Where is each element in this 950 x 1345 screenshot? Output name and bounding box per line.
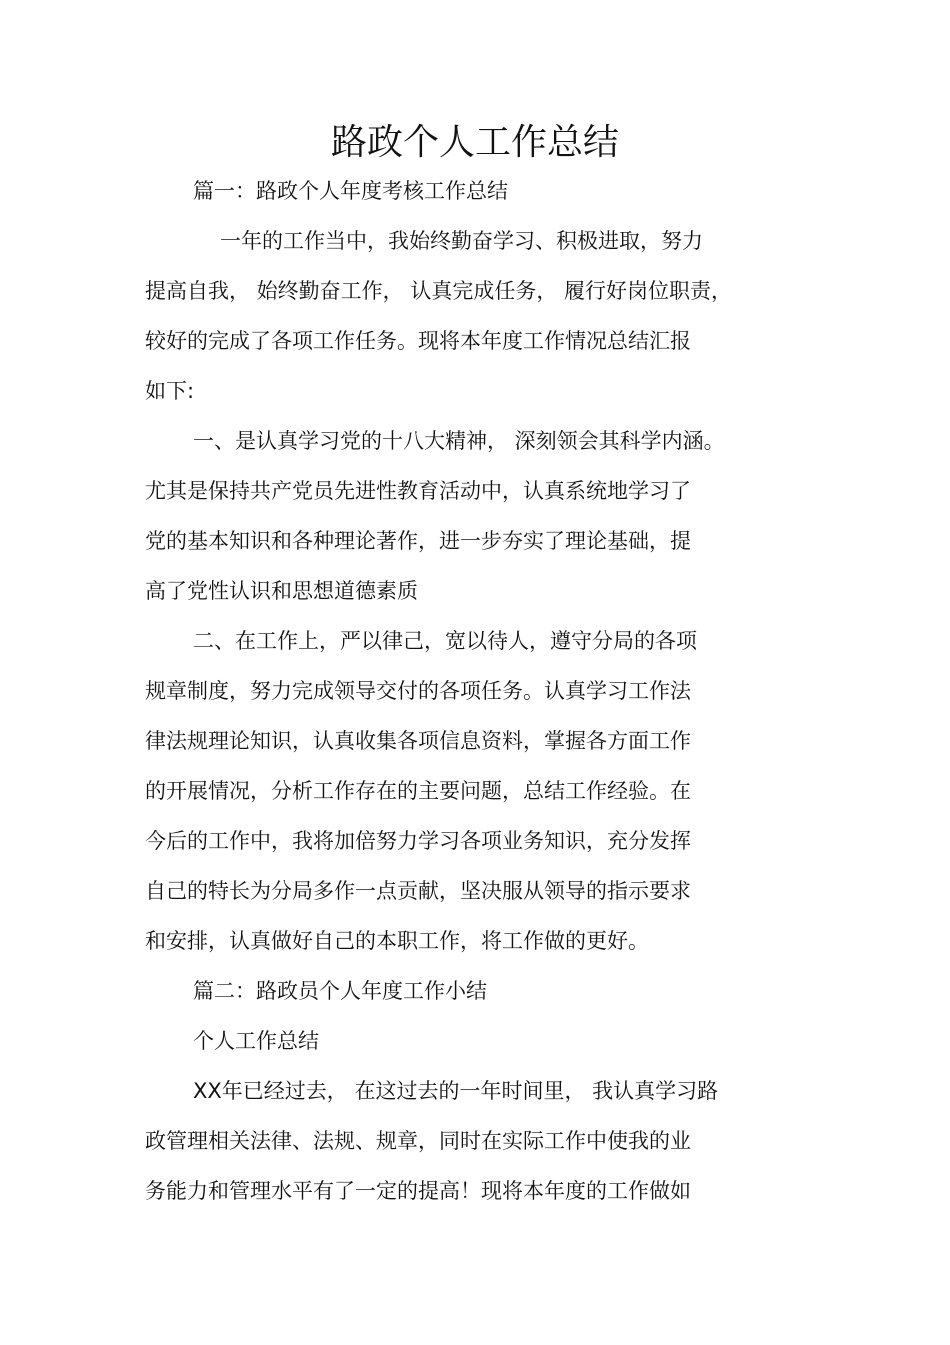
paragraph-line: XX年已经过去， 在这过去的一年时间里， 我认真学习路 bbox=[193, 1079, 719, 1103]
paragraph-line: 党的基本知识和各种理论著作，进一步夯实了理论基础，提 bbox=[145, 529, 691, 553]
paragraph-line: 今后的工作中，我将加倍努力学习各项业务知识，充分发挥 bbox=[145, 829, 691, 853]
paragraph-line: 政管理相关法律、法规、规章，同时在实际工作中使我的业 bbox=[145, 1129, 691, 1153]
paragraph-line: 规章制度，努力完成领导交付的各项任务。认真学习工作法 bbox=[145, 679, 691, 703]
subheading: 个人工作总结 bbox=[193, 1029, 319, 1053]
paragraph-line: 提高自我， 始终勤奋工作， 认真完成任务， 履行好岗位职责， bbox=[145, 279, 733, 303]
paragraph-line: 务能力和管理水平有了一定的提高！现将本年度的工作做如 bbox=[145, 1179, 691, 1203]
paragraph-line: 尤其是保持共产党员先进性教育活动中，认真系统地学习了 bbox=[145, 479, 691, 503]
paragraph-line: 和安排，认真做好自己的本职工作，将工作做的更好。 bbox=[145, 929, 649, 953]
paragraph-line: 一、是认真学习党的十八大精神， 深刻领会其科学内涵。 bbox=[193, 429, 725, 453]
document-title: 路政个人工作总结 bbox=[330, 122, 619, 163]
paragraph-line: 的开展情况，分析工作存在的主要问题，总结工作经验。在 bbox=[145, 779, 691, 803]
paragraph-line: 如下: bbox=[145, 379, 195, 403]
paragraph-line: 一年的工作当中，我始终勤奋学习、积极进取，努力 bbox=[220, 229, 703, 253]
paragraph-line: 二、在工作上，严以律己，宽以待人，遵守分局的各项 bbox=[193, 629, 697, 653]
paragraph-line: 自己的特长为分局多作一点贡献，坚决服从领导的指示要求 bbox=[145, 879, 691, 903]
paragraph-line: 较好的完成了各项工作任务。现将本年度工作情况总结汇报 bbox=[145, 329, 691, 353]
paragraph-line: 高了党性认识和思想道德素质 bbox=[145, 579, 418, 603]
section-heading-1: 篇一：路政个人年度考核工作总结 bbox=[193, 179, 508, 203]
section-heading-2: 篇二：路政员个人年度工作小结 bbox=[193, 979, 487, 1003]
paragraph-line: 律法规理论知识，认真收集各项信息资料，掌握各方面工作 bbox=[145, 729, 691, 753]
